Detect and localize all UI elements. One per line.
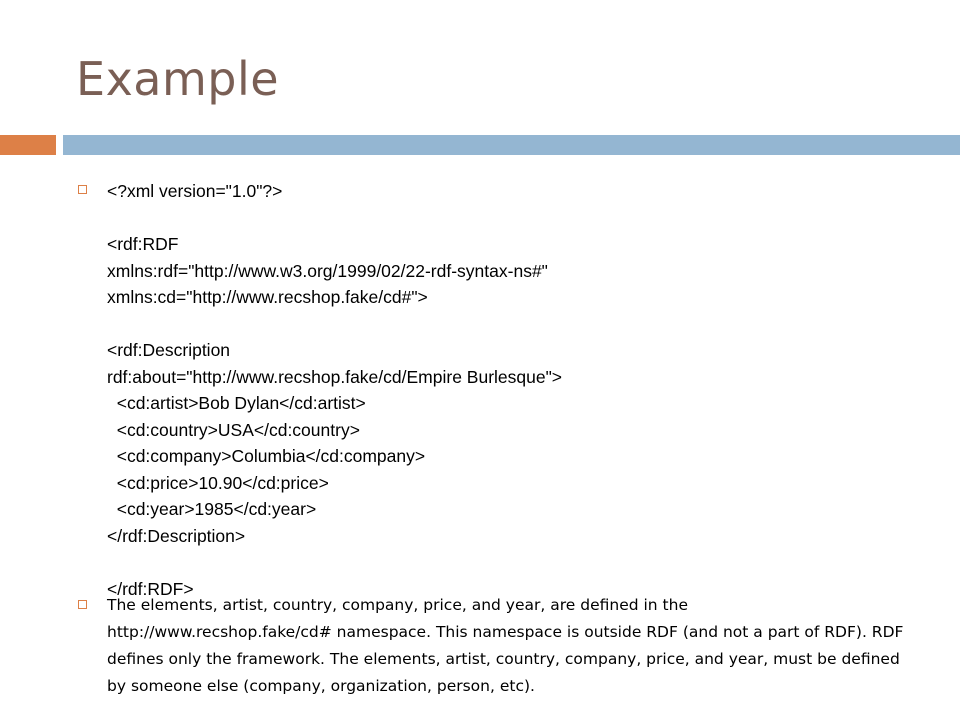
code-line: <?xml version="1.0"?> [107,181,283,201]
accent-bar-blue [63,135,960,155]
code-line: xmlns:cd="http://www.recshop.fake/cd#"> [107,287,428,307]
code-line: </rdf:RDF> [107,578,194,599]
code-line: <cd:price>10.90</cd:price> [107,472,329,493]
code-line: <rdf:RDF [107,234,179,254]
code-line: <cd:country>USA</cd:country> [107,419,360,440]
code-line: <rdf:Description [107,340,231,360]
code-line [107,205,947,232]
code-line: rdf:about="http://www.recshop.fake/cd/Empire Burlesque"> [107,366,563,387]
explanation-paragraph: The elements, artist, country, company, price, and year, are defined in the http://www.recshop.fake/cd# namespace. This namespace is outside RDF (and not a part of RDF). RDF defines only the framework. The elements, artist, country, company, price, and year, must be defined by someone else (company, organization, person, etc). [107,596,904,695]
xml-code-block [107,178,947,602]
code-line [107,311,947,338]
code-line: </rdf:Description> [107,525,246,546]
bullet-square-icon [78,600,87,609]
code-line: <cd:year>1985</cd:year> [107,499,317,519]
code-line: <cd:company>Columbia</cd:company> [107,446,426,466]
code-line: xmlns:rdf="http://www.w3.org/1999/02/22-rdf-syntax-ns#" [107,260,548,281]
bullet-square-icon [78,185,87,194]
slide-title: Example [76,52,280,106]
code-line [107,549,947,576]
accent-bar-orange [0,135,56,155]
code-line: <cd:artist>Bob Dylan</cd:artist> [107,393,366,413]
